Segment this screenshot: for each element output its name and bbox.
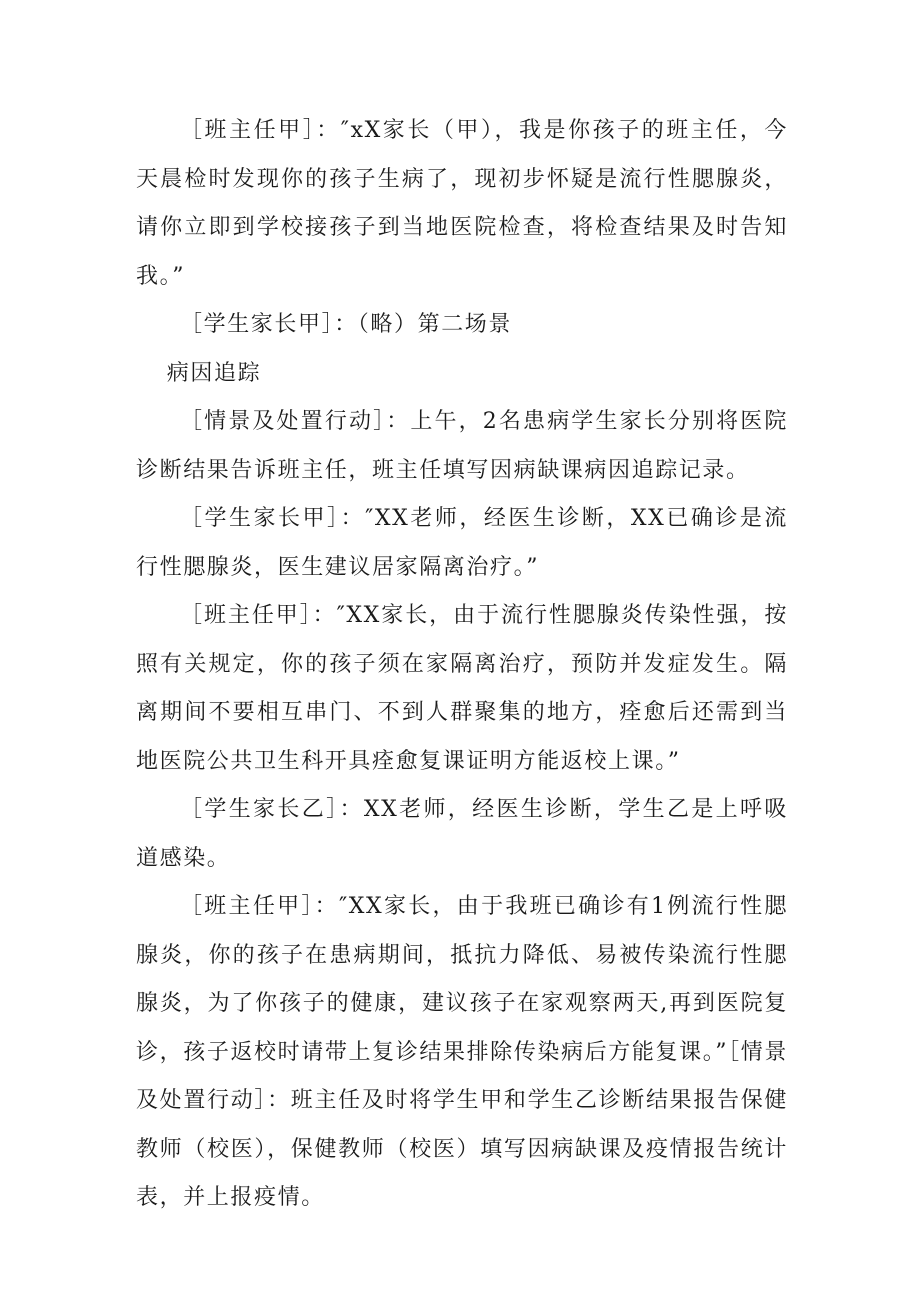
paragraph-parent-a-reply: ［学生家长甲］：（略）第二场景 <box>180 312 513 337</box>
paragraph-scenario-action: ［情景及处置行动］：上午，2名患病学生家长分别将医院诊断结果告诉班主任，班主任填写因病缺课病因追踪记录。 <box>136 409 788 483</box>
paragraph-section-heading: 病因追踪 <box>166 360 262 386</box>
paragraph-teacher-isolation: ［班主任甲］：″XX家长，由于流行性腮腺炎传染性强，按照有关规定，你的孩子须在家隔离治疗，预防并发症发生。隔离期间不要相互串门、不到人群聚集的地方，痊愈后还需到当地医院公共卫生科开具痊愈复课证明方能返校上课。” <box>136 603 788 774</box>
paragraph-parent-b-diagnosis: ［学生家长乙］：XX老师，经医生诊断，学生乙是上呼吸道感染。 <box>136 797 788 871</box>
paragraph-teacher-notice: ［班主任甲］：″xX家长（甲），我是你孩子的班主任，今天晨检时发现你的孩子生病了，现初步怀疑是流行性腮腺炎，请你立即到学校接孩子到当地医院检查，将检查结果及时告知我。” <box>136 118 788 289</box>
paragraph-parent-a-diagnosis: ［学生家长甲］：″XX老师，经医生诊断，XX已确诊是流行性腮腺炎，医生建议居家隔离治疗。” <box>136 506 788 580</box>
paragraph-teacher-observation: ［班主任甲］：″XX家长，由于我班已确诊有1例流行性腮腺炎，你的孩子在患病期间，抵抗力降低、易被传染流行性腮腺炎，为了你孩子的健康，建议孩子在家观察两天,再到医院复诊，孩子返校时请带上复诊结果排除传染病后方能复课。”［情景及处置行动］：班主任及时将学生甲和学生乙诊断结果报告保健教师（校医），保健教师（校医）填写因病缺课及疫情报告统计表，并上报疫情。 <box>136 894 788 1210</box>
